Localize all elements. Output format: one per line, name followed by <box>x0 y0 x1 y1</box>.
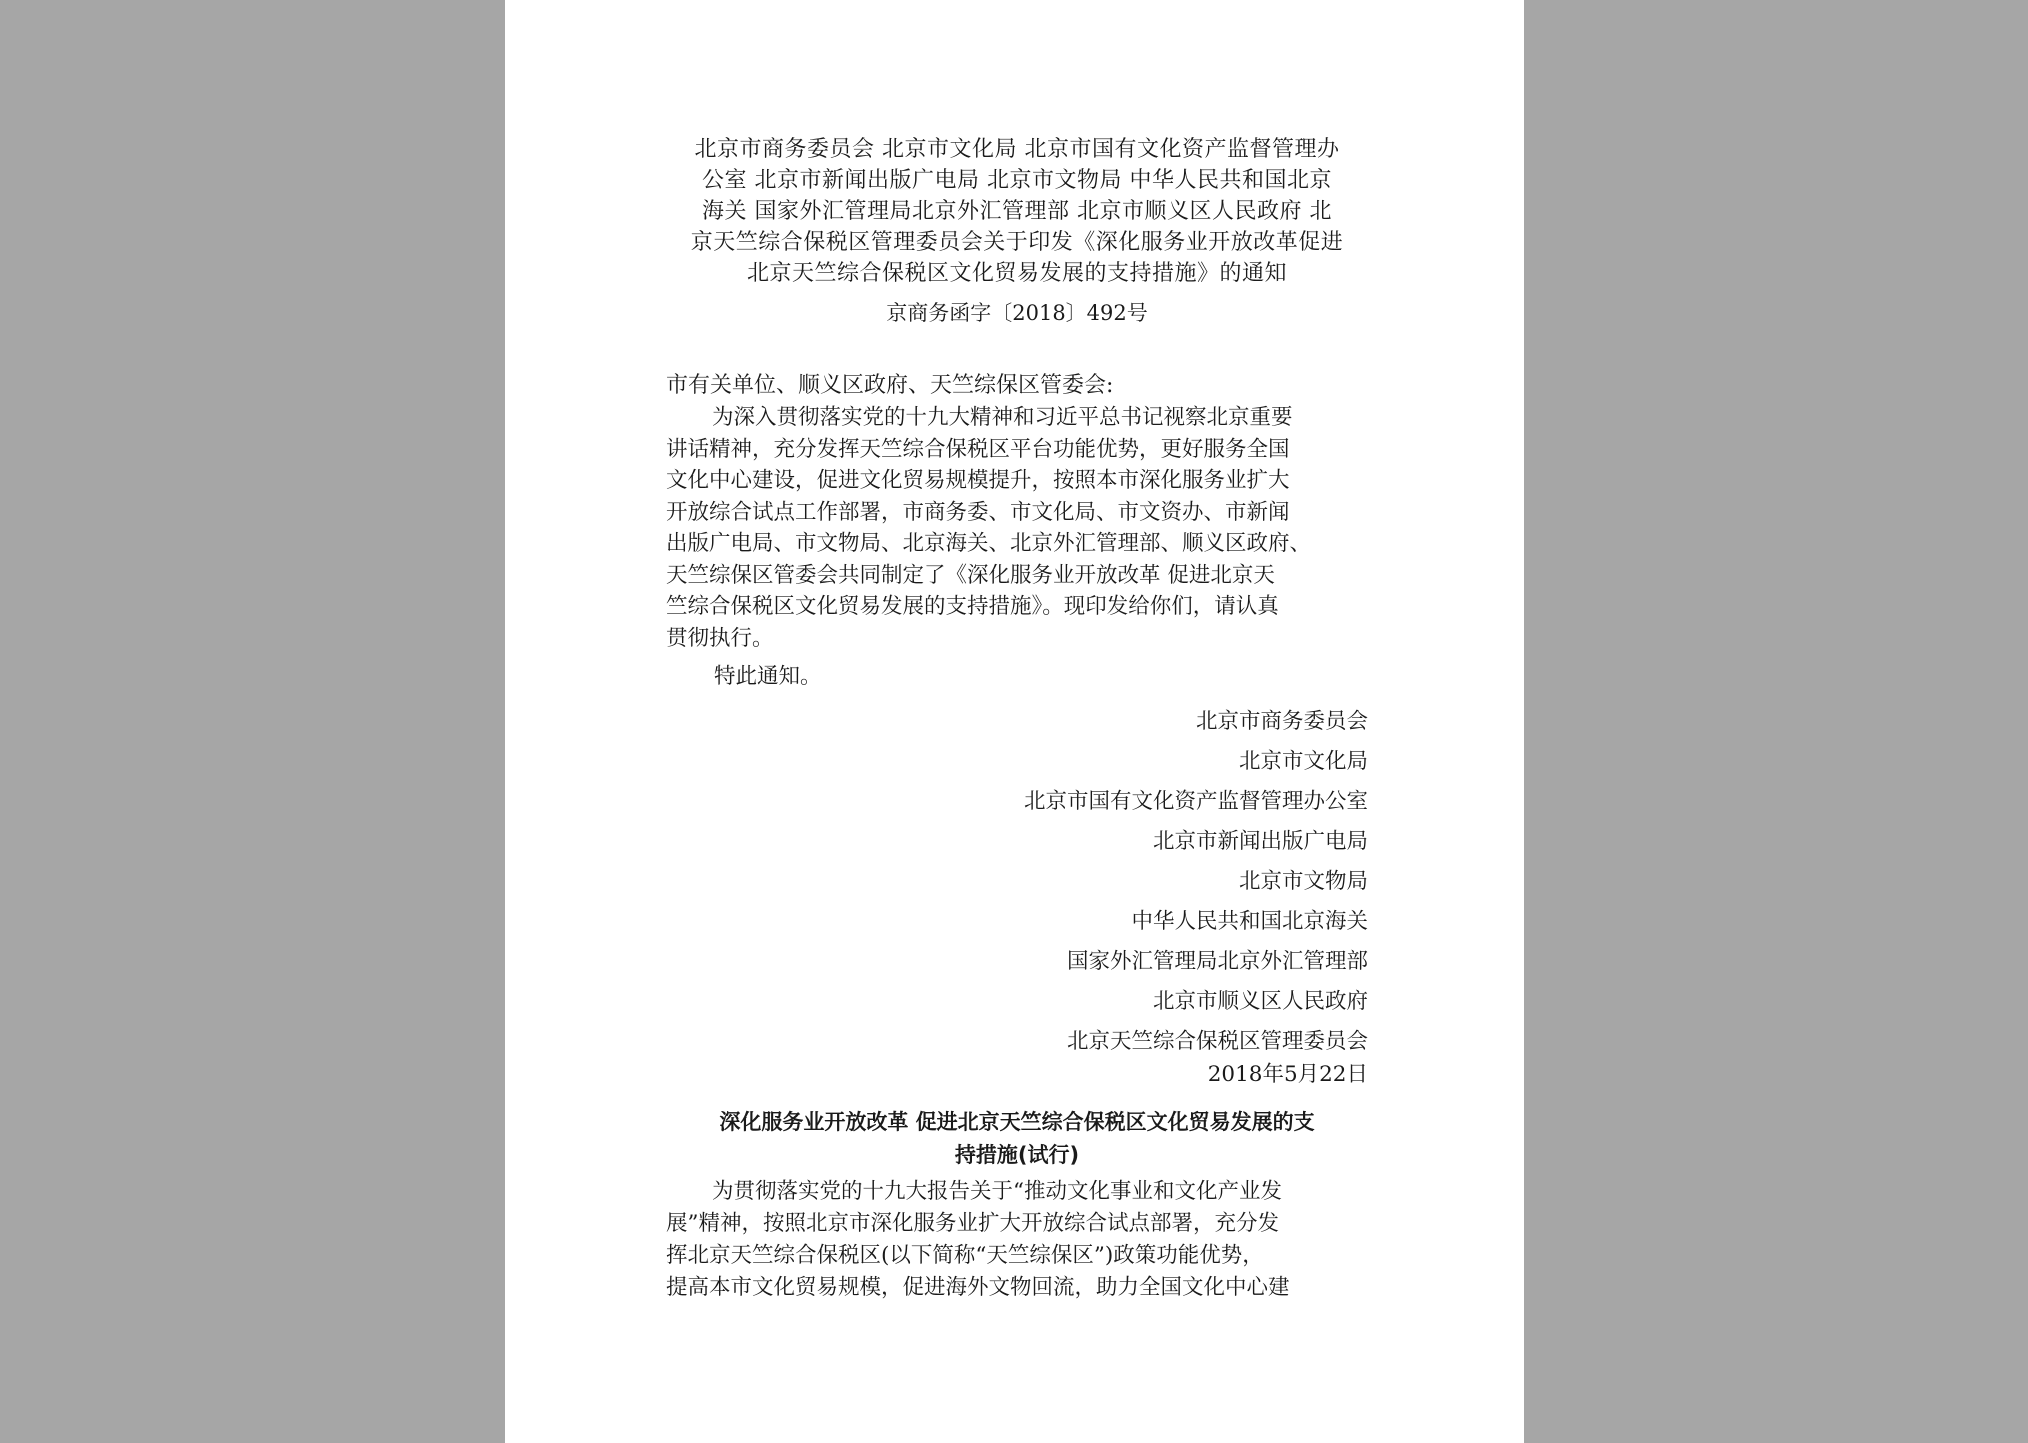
body-line: 天竺综保区管委会共同制定了《深化服务业开放改革 促进北京天 <box>666 562 1275 588</box>
title-line: 京天竺综合保税区管理委员会关于印发《深化服务业开放改革促进 <box>690 230 1344 255</box>
intro-line: 提高本市文化贸易规模，促进海外文物回流，助力全国文化中心建 <box>666 1275 1290 1300</box>
title-line: 公室 北京市新闻出版广电局 北京市文物局 中华人民共和国北京 <box>702 168 1332 193</box>
body-line: 贯彻执行。 <box>666 625 774 651</box>
measures-title <box>666 1106 1368 1172</box>
body-paragraph <box>666 402 1368 654</box>
signatory: 北京市国有文化资产监督管理办公室 <box>1023 789 1368 814</box>
measures-title-line: 持措施(试行) <box>954 1143 1080 1167</box>
body-line: 出版广电局、市文物局、北京海关、北京外汇管理部、顺义区政府、 <box>666 531 1312 556</box>
closing-remark: 特此通知。 <box>714 664 822 689</box>
body-line: 竺综合保税区文化贸易发展的支持措施》。现印发给你们，请认真 <box>666 594 1279 619</box>
title-line: 海关 国家外汇管理局北京外汇管理部 北京市顺义区人民政府 北 <box>702 199 1332 224</box>
document-content <box>666 134 1368 1304</box>
signatory: 北京天竺综合保税区管理委员会 <box>1066 1029 1368 1054</box>
measures-intro <box>666 1176 1368 1304</box>
body-line: 讲话精神，充分发挥天竺综合保税区平台功能优势，更好服务全国 <box>666 436 1290 462</box>
measures-title-line: 深化服务业开放改革 促进北京天竺综合保税区文化贸易发展的支 <box>719 1110 1315 1134</box>
signatory-list <box>666 702 1368 1062</box>
signatory: 北京市商务委员会 <box>1195 709 1368 734</box>
signatory: 中华人民共和国北京海关 <box>1131 909 1368 934</box>
document-page <box>505 0 1524 1443</box>
title-line: 北京天竺综合保税区文化贸易发展的支持措施》的通知 <box>746 261 1287 286</box>
signatory: 国家外汇管理局北京外汇管理部 <box>1066 949 1368 974</box>
salutation: 市有关单位、顺义区政府、天竺综保区管委会: <box>666 373 1114 398</box>
signatory: 北京市文化局 <box>1238 749 1368 774</box>
body-line: 文化中心建设，促进文化贸易规模提升，按照本市深化服务业扩大 <box>666 468 1290 493</box>
body-line: 为深入贯彻落实党的十九大精神和习近平总书记视察北京重要 <box>712 405 1293 430</box>
title-line: 北京市商务委员会 北京市文化局 北京市国有文化资产监督管理办 <box>694 137 1340 162</box>
body-line: 开放综合试点工作部署，市商务委、市文化局、市文资办、市新闻 <box>666 499 1290 525</box>
signatory: 北京市新闻出版广电局 <box>1152 829 1368 854</box>
issue-date: 2018年5月22日 <box>1207 1062 1368 1087</box>
intro-line: 为贯彻落实党的十九大报告关于“推动文化事业和文化产业发 <box>712 1179 1282 1204</box>
intro-line: 挥北京天竺综合保税区(以下简称“天竺综保区”)政策功能优势， <box>666 1243 1264 1268</box>
intro-line: 展”精神，按照北京市深化服务业扩大开放综合试点部署，充分发 <box>666 1211 1279 1236</box>
notice-title <box>666 134 1368 289</box>
signatory: 北京市文物局 <box>1238 869 1368 894</box>
signatory: 北京市顺义区人民政府 <box>1152 989 1368 1014</box>
document-number: 京商务函字〔2018〕492号 <box>886 301 1148 325</box>
